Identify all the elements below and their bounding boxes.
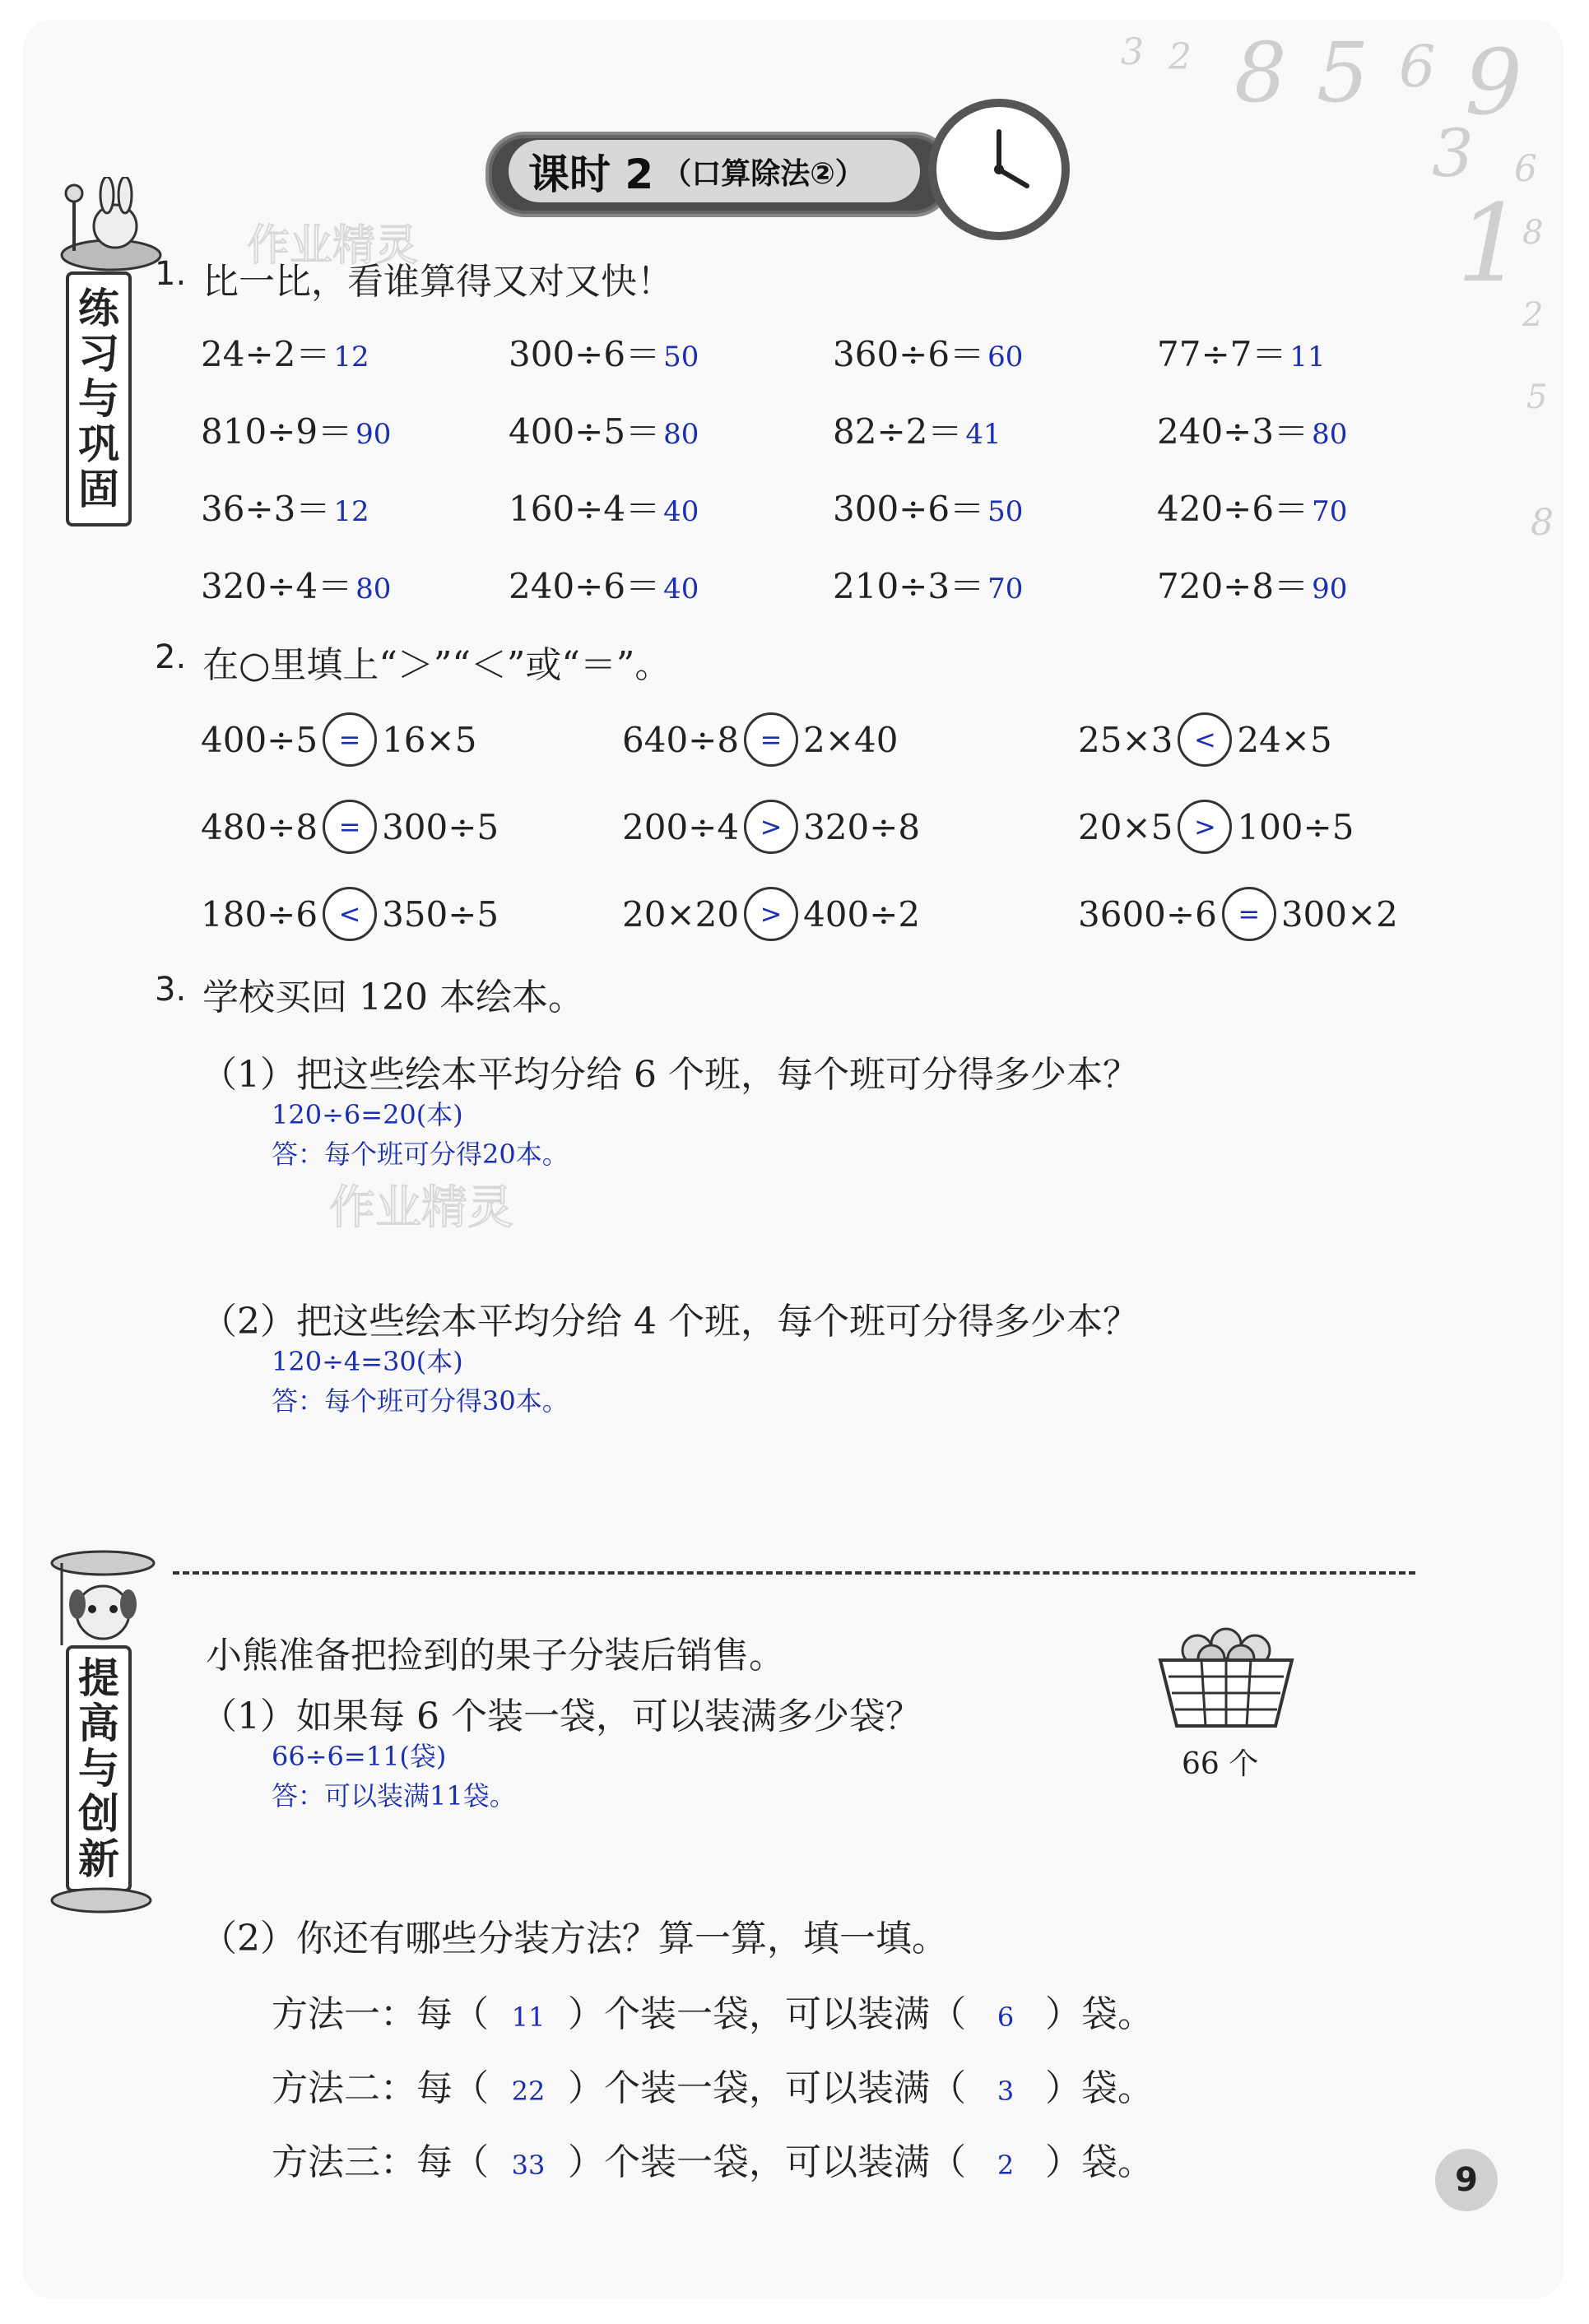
answer: 60 (987, 341, 1024, 373)
answer: 40 (663, 573, 699, 605)
tab-char: 固 (78, 465, 119, 513)
question-prompt: 学校买回 120 本绘本。 (202, 976, 584, 1018)
comparison-item: 180÷6 < 350÷5 (201, 887, 499, 941)
division-item: 240÷3＝ 80 (1157, 411, 1348, 452)
comparison-circle[interactable]: = (744, 712, 798, 767)
tab-char: 习 (78, 329, 119, 378)
bag-count-value[interactable]: 3 (997, 2076, 1015, 2107)
deco-number: 5 (1526, 378, 1548, 416)
improve-section-tab (66, 1645, 132, 1892)
comparison-circle[interactable]: > (1178, 800, 1232, 854)
division-item: 36÷3＝ 12 (201, 489, 369, 529)
comparison-item: 25×3 < 24×5 (1078, 712, 1332, 767)
improve-part1-text: （1）如果每 6 个装一袋，可以装满多少袋？ (201, 1695, 922, 1737)
division-item: 82÷2＝ 41 (833, 411, 1001, 452)
comparison-item: 200÷4 > 320÷8 (622, 800, 920, 854)
deco-number: 8 (1531, 502, 1554, 544)
deco-number: 2 (1522, 296, 1544, 334)
deco-number: 8 (1234, 25, 1287, 121)
improve-part1-calc: 66÷6=11(袋) (272, 1741, 447, 1772)
q3-part2-answer: 答：每个班可分得30本。 (272, 1385, 569, 1417)
method-row: 方法一：每（ 11 ）个装一袋，可以装满（ 6 ）袋。 (272, 1993, 1154, 2035)
division-item: 24÷2＝ 12 (201, 334, 369, 374)
page-number: 9 (1435, 2149, 1498, 2211)
comparison-circle[interactable]: = (1222, 887, 1276, 941)
per-bag-value[interactable]: 33 (511, 2150, 546, 2181)
comparison-item: 3600÷6 = 300×2 (1078, 887, 1398, 941)
division-item: 400÷5＝ 80 (509, 411, 699, 452)
clock-icon (928, 99, 1070, 240)
method-row: 方法二：每（ 22 ）个装一袋，可以装满（ 3 ）袋。 (272, 2067, 1154, 2109)
comparison-item: 400÷5 = 16×5 (201, 712, 476, 767)
answer: 50 (987, 495, 1024, 528)
q3-part2-calc: 120÷4=30(本) (272, 1346, 463, 1377)
tab-char: 创 (78, 1789, 119, 1838)
answer: 80 (355, 573, 392, 605)
watermark: 作业精灵 (247, 221, 419, 271)
division-item: 300÷6＝ 50 (833, 489, 1024, 529)
tab-char: 高 (78, 1699, 119, 1747)
fruit-basket-icon (1152, 1611, 1300, 1734)
method-row: 方法三：每（ 33 ）个装一袋，可以装满（ 2 ）袋。 (272, 2141, 1154, 2183)
title-subtitle: （口算除法②） (662, 156, 865, 191)
comparison-circle[interactable]: > (744, 887, 798, 941)
puppy-mascot-icon (41, 1547, 165, 1654)
answer: 11 (1289, 341, 1326, 373)
practice-section-tab (66, 271, 132, 526)
division-item: 320÷4＝ 80 (201, 566, 392, 606)
comparison-circle[interactable]: < (323, 887, 377, 941)
title-main: 课时 2 (528, 151, 654, 198)
section-divider (173, 1571, 1415, 1575)
answer: 80 (663, 418, 699, 451)
comparison-item: 20×20 > 400÷2 (622, 887, 920, 941)
answer: 90 (355, 418, 392, 451)
per-bag-value[interactable]: 11 (511, 2002, 546, 2033)
tab-char: 提 (78, 1654, 119, 1702)
comparison-circle[interactable]: = (323, 800, 377, 854)
answer: 12 (333, 495, 369, 528)
improve-prompt: 小熊准备把捡到的果子分装后销售。 (206, 1635, 785, 1677)
division-item: 160÷4＝ 40 (509, 489, 699, 529)
bag-count-value[interactable]: 6 (997, 2002, 1015, 2033)
deco-number: 1 (1457, 181, 1525, 306)
tab-char: 练 (78, 284, 119, 332)
leaf-decoration-icon (48, 1884, 155, 1917)
watermark: 作业精灵 (329, 1181, 513, 1235)
q3-part1-answer: 答：每个班可分得20本。 (272, 1139, 569, 1170)
deco-number: 2 (1169, 36, 1192, 78)
lesson-title (509, 140, 920, 202)
q3-part1-text: （1）把这些绘本平均分给 6 个班，每个班可分得多少本？ (201, 1054, 1139, 1096)
comparison-item: 20×5 > 100÷5 (1078, 800, 1354, 854)
deco-number: 8 (1522, 214, 1544, 252)
comparison-item: 640÷8 = 2×40 (622, 712, 898, 767)
question-number: 1. (155, 255, 187, 293)
deco-number: 5 (1317, 25, 1369, 121)
answer: 80 (1312, 418, 1348, 451)
comparison-circle[interactable]: = (323, 712, 377, 767)
division-item: 720÷8＝ 90 (1157, 566, 1348, 606)
tab-char: 新 (78, 1835, 119, 1883)
per-bag-value[interactable]: 22 (511, 2076, 546, 2107)
question-number: 2. (155, 638, 187, 676)
improve-part2-text: （2）你还有哪些分装方法？算一算，填一填。 (201, 1918, 948, 1960)
answer: 70 (1312, 495, 1348, 528)
division-item: 810÷9＝ 90 (201, 411, 392, 452)
tab-char: 与 (78, 1744, 119, 1793)
answer: 40 (663, 495, 699, 528)
answer: 70 (987, 573, 1024, 605)
bag-count-value[interactable]: 2 (997, 2150, 1015, 2181)
deco-number: 9 (1465, 30, 1522, 135)
division-item: 210÷3＝ 70 (833, 566, 1024, 606)
answer: 90 (1312, 573, 1348, 605)
improve-part1-answer: 答：可以装满11袋。 (272, 1780, 516, 1811)
deco-number: 3 (1121, 31, 1144, 73)
division-item: 360÷6＝ 60 (833, 334, 1024, 374)
answer: 41 (965, 418, 1001, 451)
question-number: 3. (155, 971, 187, 1009)
division-item: 420÷6＝ 70 (1157, 489, 1348, 529)
comparison-circle[interactable]: < (1178, 712, 1232, 767)
comparison-item: 480÷8 = 300÷5 (201, 800, 499, 854)
deco-number: 3 (1432, 115, 1474, 192)
basket-label: 66 个 (1182, 1747, 1259, 1781)
comparison-circle[interactable]: > (744, 800, 798, 854)
tab-char: 与 (78, 374, 119, 423)
question-prompt: 比一比，看谁算得又对又快！ (202, 261, 673, 303)
deco-number: 6 (1514, 148, 1537, 190)
division-item: 77÷7＝ 11 (1157, 334, 1326, 374)
q3-part1-calc: 120÷6=20(本) (272, 1099, 463, 1130)
deco-number: 6 (1399, 33, 1436, 100)
division-item: 300÷6＝ 50 (509, 334, 699, 374)
division-item: 240÷6＝ 40 (509, 566, 699, 606)
answer: 12 (333, 341, 369, 373)
tab-char: 巩 (78, 420, 119, 468)
question-prompt: 在○里填上“＞”“＜”或“＝”。 (202, 644, 671, 686)
answer: 50 (663, 341, 699, 373)
q3-part2-text: （2）把这些绘本平均分给 4 个班，每个班可分得多少本？ (201, 1301, 1139, 1343)
